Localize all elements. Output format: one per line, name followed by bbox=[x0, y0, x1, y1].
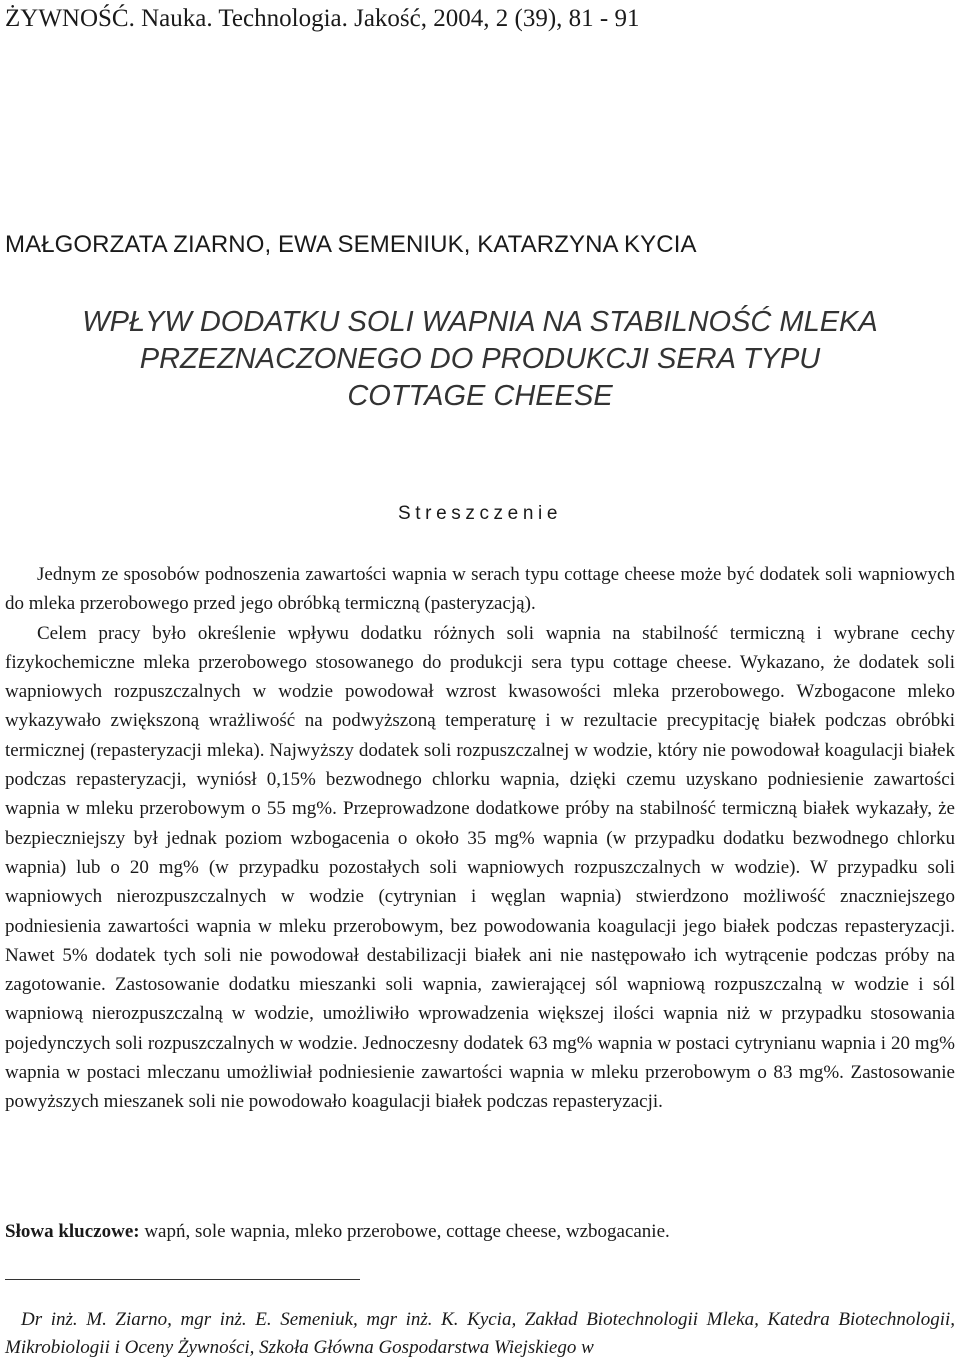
keywords bbox=[5, 1217, 955, 1246]
article-title-line-2: PRZEZNACZONEGO DO PRODUKCJI SERA TYPU bbox=[139, 343, 821, 375]
article-title bbox=[0, 304, 960, 415]
footnote-divider bbox=[5, 1279, 360, 1280]
keywords-label: Słowa kluczowe: bbox=[5, 1221, 140, 1242]
article-title-line-1: WPŁYW DODATKU SOLI WAPNIA NA STABILNOŚĆ MLEKA bbox=[82, 306, 878, 338]
journal-header: ŻYWNOŚĆ. Nauka. Technologia. Jakość, 2004, 2 (39), 81 - 91 bbox=[5, 5, 640, 32]
abstract-heading: Streszczenie bbox=[398, 503, 562, 524]
abstract-paragraph-2: Celem pracy było określenie wpływu dodatku różnych soli wapnia na stabilność termiczną i wybrane cechy fizykochemiczne mleka przerobowego stosowanego do produkcji sera typu cottage cheese. Wykazano, że dodatek soli wapniowych rozpuszczalnych w wodzie powodował wzrost kwasowości mleka przerobowego. Wzbogacone mleko wykazywało zwiększoną wrażliwość na podwyższoną temperaturę i w rezultacie precypitację białek podczas obróbki termicznej (repasteryzacji mleka). Najwyższy dodatek soli rozpuszczalnej w wodzie, który nie powodował koagulacji białek podczas repasteryzacji, wyniósł 0,15% bezwodnego chlorku wapnia, dzięki czemu uzyskano podniesienie zawartości wapnia w mleku przerobowym o 55 mg%. Przeprowadzone dodatkowe próby na stabilność termiczną białek wykazały, że bezpieczniejszy był jednak poziom wzbogacenia o około 35 mg% wapnia (w przypadku dodatku bezwodnego chlorku wapnia) lub o 20 mg% (w przypadku pozostałych soli wapniowych rozpuszczalnych w wodzie). W przypadku soli wapniowych nierozpuszczalnych w wodzie (cytrynian i węglan wapnia) stwierdzono możliwość znaczniejszego podniesienia zawartości wapnia w mleku przerobowym, bez powodowania koagulacji jego białek podczas repasteryzacji. Nawet 5% dodatek tych soli nie powodował destabilizacji białek ani nie następowało ich wytrącenie podczas próby na zagotowanie. Zastosowanie dodatku mieszanki soli wapnia, zawierającej sól wapniową rozpuszczalną w wodzie i sól wapniową nierozpuszczalną w wodzie, umożliwiło wprowadzenia większej ilości wapnia niż w przypadku stosowania pojedynczych soli rozpuszczalnych w wodzie. Jednoczesny dodatek 63 mg% wapnia w postaci cytrynianu wapnia i 20 mg% wapnia w postaci mleczanu umożliwiał podniesienie zawartości wapnia w mleku przerobowym o 83 mg%. Zastosowanie powyższych mieszanek soli nie powodowało koagulacji białek podczas repasteryzacji. bbox=[5, 622, 955, 1113]
keywords-text: wapń, sole wapnia, mleko przerobowe, cottage cheese, wzbogacanie. bbox=[144, 1221, 670, 1242]
authors-line: MAŁGORZATA ZIARNO, EWA SEMENIUK, KATARZYNA KYCIA bbox=[5, 231, 697, 258]
abstract-body bbox=[5, 560, 955, 1117]
abstract-paragraph-1: Jednym ze sposobów podnoszenia zawartości wapnia w serach typu cottage cheese może być dodatek soli wapniowych do mleka przerobowego przed jego obróbką termiczną (pasteryzacją). bbox=[5, 564, 955, 615]
article-title-line-3: COTTAGE CHEESE bbox=[347, 380, 613, 412]
author-affiliation-footnote: Dr inż. M. Ziarno, mgr inż. E. Semeniuk, mgr inż. K. Kycia, Zakład Biotechnologii Mleka, Katedra Biotechnologii, Mikrobiologii i Oceny Żywności, Szkoła Główna Gospodarstwa Wiejskiego w bbox=[5, 1309, 955, 1358]
